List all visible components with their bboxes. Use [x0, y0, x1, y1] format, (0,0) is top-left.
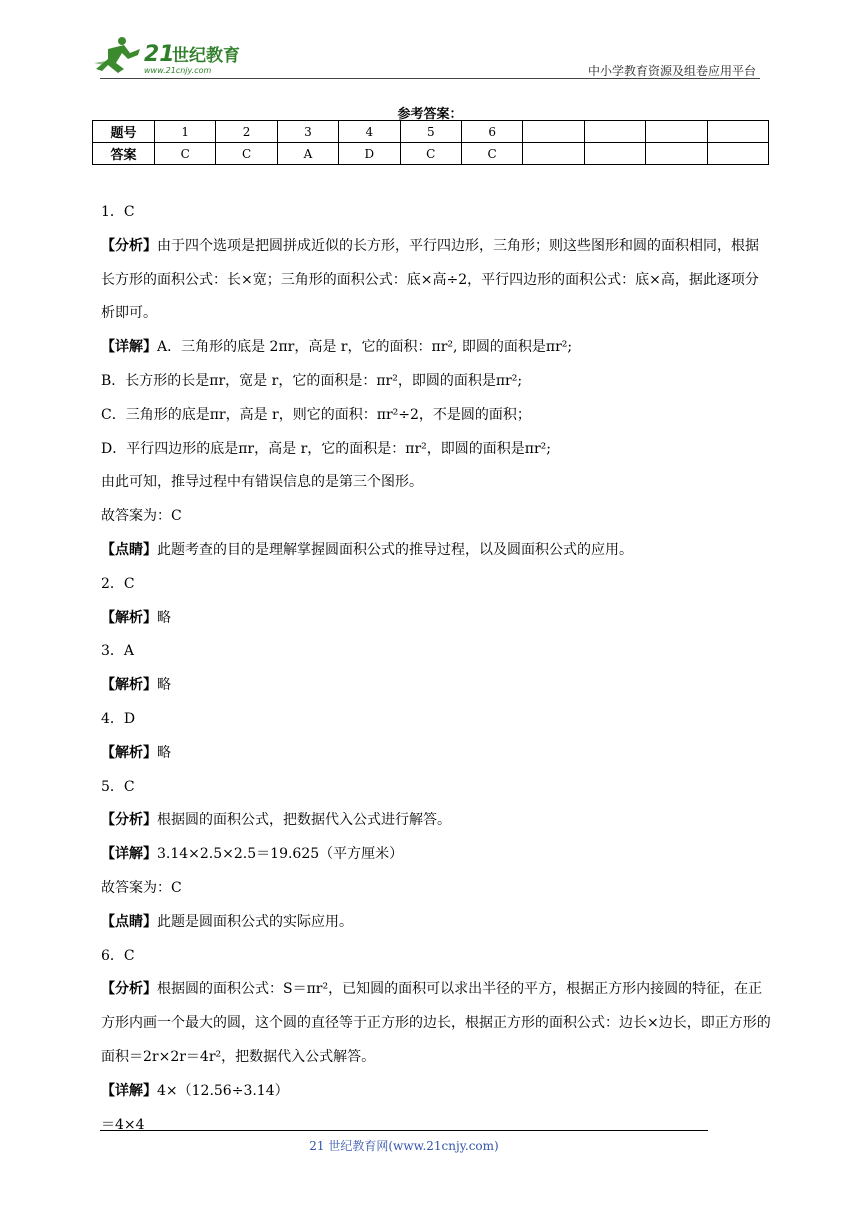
line-text: 故答案为：C	[101, 879, 182, 896]
question-number-cell: 4	[339, 121, 400, 143]
content-line	[101, 433, 771, 467]
site-logo	[94, 35, 254, 77]
section-tag: 【解析】	[101, 744, 157, 761]
svg-text:www.21cnjy.com: www.21cnjy.com	[144, 66, 212, 75]
question-number-row	[93, 121, 769, 143]
line-text: 略	[157, 677, 171, 694]
page-header	[0, 0, 860, 80]
question-number-cell: 2	[216, 121, 277, 143]
question-number-cell	[584, 121, 645, 143]
content-line	[101, 771, 771, 805]
content-line	[101, 230, 771, 331]
line-text: 此题是圆面积公式的实际应用。	[157, 913, 353, 930]
content-line	[101, 635, 771, 669]
line-text: 故答案为：C	[101, 508, 182, 525]
content-line	[101, 872, 771, 906]
section-tag: 【详解】	[101, 1082, 157, 1099]
line-text: 6．C	[101, 947, 135, 964]
question-number-label: 题号	[93, 121, 155, 143]
line-text: D．平行四边形的底是πr，高是 r，它的面积是：πr²，即圆的面积是πr²;	[101, 440, 551, 457]
section-tag: 【分析】	[101, 237, 157, 254]
content-line	[101, 804, 771, 838]
section-tag: 【解析】	[101, 609, 157, 626]
answer-cell: C	[400, 143, 461, 165]
line-text: 3.14×2.5×2.5＝19.625（平方厘米）	[157, 846, 404, 863]
svg-text:世纪教育: 世纪教育	[172, 46, 240, 66]
line-text: 由此可知，推导过程中有错误信息的是第三个图形。	[101, 474, 423, 491]
content-line	[101, 973, 771, 1074]
line-text: 略	[157, 744, 171, 761]
footer-text: 21 世纪教育网(www.21cnjy.com)	[309, 1139, 499, 1153]
platform-name: 中小学教育资源及组卷应用平台	[587, 64, 756, 78]
line-text: 4．D	[101, 710, 136, 727]
content-line	[101, 906, 771, 940]
content-line	[101, 365, 771, 399]
content-line	[101, 568, 771, 602]
answer-cell: C	[155, 143, 216, 165]
content-line	[101, 940, 771, 974]
line-text: 1．C	[101, 204, 135, 220]
line-text: 5．C	[101, 778, 135, 795]
content-line	[101, 602, 771, 636]
question-number-cell	[523, 121, 584, 143]
content-line	[101, 331, 771, 365]
question-number-cell: 6	[461, 121, 522, 143]
answer-cell	[584, 143, 645, 165]
line-text: C．三角形的底是πr，高是 r，则它的面积：πr²÷2，不是圆的面积；	[101, 406, 531, 423]
content-line	[101, 669, 771, 703]
question-number-cell: 1	[155, 121, 216, 143]
answer-cell: A	[277, 143, 338, 165]
answer-key-title: 参考答案：	[397, 107, 463, 122]
answer-label: 答案	[93, 143, 155, 165]
content-line	[101, 737, 771, 771]
section-tag: 【点睛】	[101, 541, 157, 558]
line-text: 由于四个选项是把圆拼成近似的长方形，平行四边形，三角形；则这些图形和圆的面积相同，根据长方形的面积公式：长×宽；三角形的面积公式：底×高÷2，平行四边形的面积公式：底×高，据此逐项分析即可。	[101, 237, 759, 322]
section-tag: 【详解】	[101, 339, 157, 356]
question-number-cell	[646, 121, 707, 143]
answer-key-table	[92, 120, 769, 165]
line-text: ＝4×4	[101, 1116, 145, 1133]
line-text: 2．C	[101, 575, 135, 592]
line-text: 4×（12.56÷3.14）	[157, 1082, 289, 1099]
section-tag: 【解析】	[101, 677, 157, 694]
question-number-cell: 5	[400, 121, 461, 143]
content-line	[101, 196, 771, 230]
content-line	[101, 838, 771, 872]
header-divider	[100, 78, 760, 79]
solution-content	[101, 196, 771, 1142]
answer-cell	[523, 143, 584, 165]
line-text: 略	[157, 609, 171, 626]
line-text: 根据圆的面积公式，把数据代入公式进行解答。	[157, 812, 451, 829]
footer-divider	[100, 1130, 708, 1131]
line-text: 此题考查的目的是理解掌握圆面积公式的推导过程，以及圆面积公式的应用。	[157, 541, 633, 558]
question-number-cell	[707, 121, 768, 143]
section-tag: 【分析】	[101, 981, 157, 998]
line-text: 3．A	[101, 643, 135, 660]
line-text: A．三角形的底是 2πr，高是 r，它的面积：πr², 即圆的面积是πr²;	[157, 339, 573, 356]
content-line	[101, 500, 771, 534]
content-line	[101, 466, 771, 500]
content-line	[101, 534, 771, 568]
answer-cell	[707, 143, 768, 165]
answer-cell: D	[339, 143, 400, 165]
content-line	[101, 399, 771, 433]
question-number-cell: 3	[277, 121, 338, 143]
svg-text:21: 21	[144, 42, 175, 67]
answer-row	[93, 143, 769, 165]
answer-cell: C	[461, 143, 522, 165]
answer-cell: C	[216, 143, 277, 165]
section-tag: 【分析】	[101, 812, 157, 829]
content-line	[101, 703, 771, 737]
content-line	[101, 1075, 771, 1109]
section-tag: 【点睛】	[101, 913, 157, 930]
answer-cell	[646, 143, 707, 165]
line-text: 根据圆的面积公式：S＝πr²，已知圆的面积可以求出半径的平方，根据正方形内接圆的特征，在正方形内画一个最大的圆，这个圆的直径等于正方形的边长，根据正方形的面积公式：边长×边长，即正方形的面积＝2r×2r＝4r²，把数据代入公式解答。	[101, 981, 771, 1065]
section-tag: 【详解】	[101, 846, 157, 863]
line-text: B．长方形的长是πr，宽是 r，它的面积是：πr²，即圆的面积是πr²;	[101, 372, 523, 389]
